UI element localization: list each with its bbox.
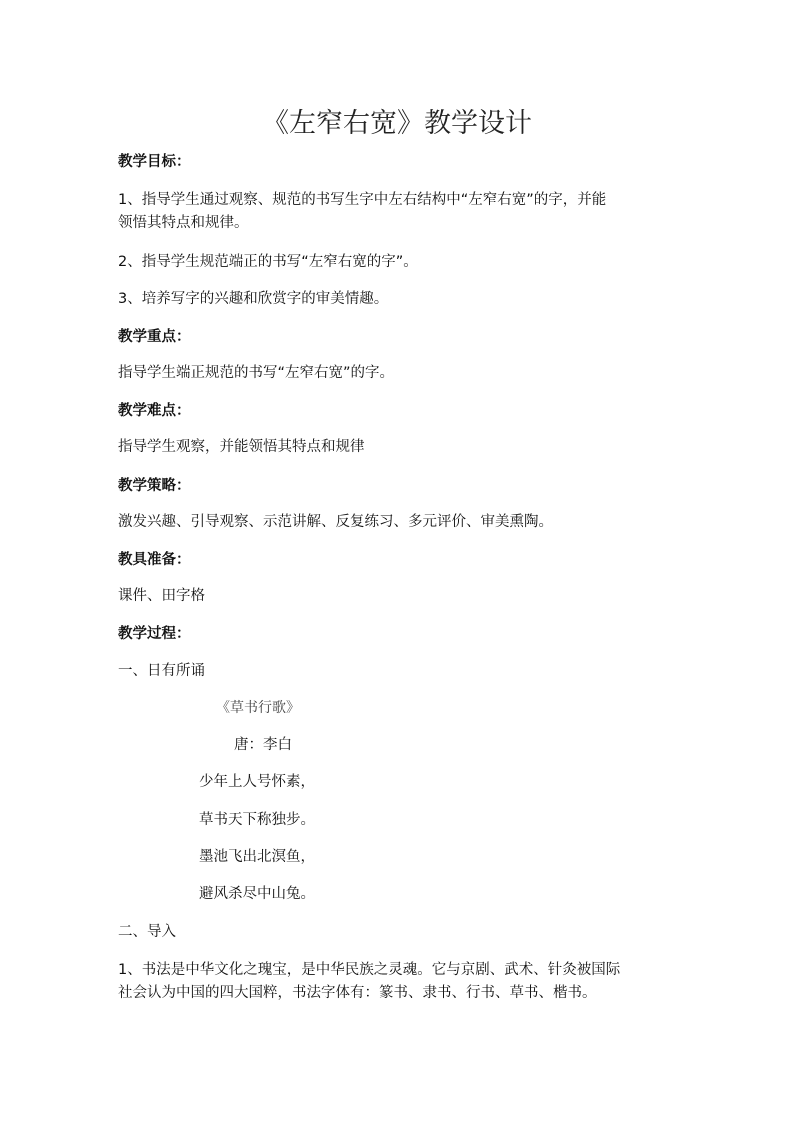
poem-title: 《草书行歌》 (216, 700, 300, 716)
section-heading-difficulties: 教学难点： (118, 403, 191, 419)
goal-item-3: 3、培养写字的兴趣和欣赏字的审美情趣。 (118, 291, 389, 307)
poem-line: 避风杀尽中山兔。 (199, 886, 315, 902)
goal-item-1-cont: 领悟其特点和规律。 (118, 215, 249, 231)
intro-paragraph: 1、书法是中华文化之瑰宝，是中华民族之灵魂。它与京剧、武术、针灸被国际 (118, 962, 621, 978)
page-title: 《左窄右宽》教学设计 (262, 108, 532, 139)
goal-item-1: 1、指导学生通过观察、规范的书写生字中左右结构中“左窄右宽”的字，并能 (118, 192, 607, 208)
section-heading-strategy: 教学策略： (118, 478, 191, 494)
materials-text: 课件、田字格 (118, 588, 205, 604)
section-heading-process: 教学过程： (118, 626, 191, 642)
poem-line: 少年上人号怀素， (199, 774, 315, 790)
section-heading-goals: 教学目标： (118, 154, 191, 170)
poem-line: 草书天下称独步。 (199, 812, 315, 828)
strategy-text: 激发兴趣、引导观察、示范讲解、反复练习、多元评价、审美熏陶。 (118, 514, 553, 530)
poem-author: 唐：李白 (234, 737, 292, 753)
process-section-2: 二、导入 (118, 924, 176, 940)
poem-line: 墨池飞出北溟鱼， (199, 849, 315, 865)
key-points-text: 指导学生端正规范的书写“左窄右宽”的字。 (118, 365, 395, 381)
section-heading-materials: 教具准备： (118, 552, 191, 568)
intro-paragraph-cont: 社会认为中国的四大国粹，书法字体有：篆书、隶书、行书、草书、楷书。 (118, 985, 597, 1001)
goal-item-2: 2、指导学生规范端正的书写“左窄右宽的字”。 (118, 254, 418, 270)
section-heading-key-points: 教学重点： (118, 329, 191, 345)
process-section-1: 一、日有所诵 (118, 663, 205, 679)
difficulties-text: 指导学生观察，并能领悟其特点和规律 (118, 439, 365, 455)
